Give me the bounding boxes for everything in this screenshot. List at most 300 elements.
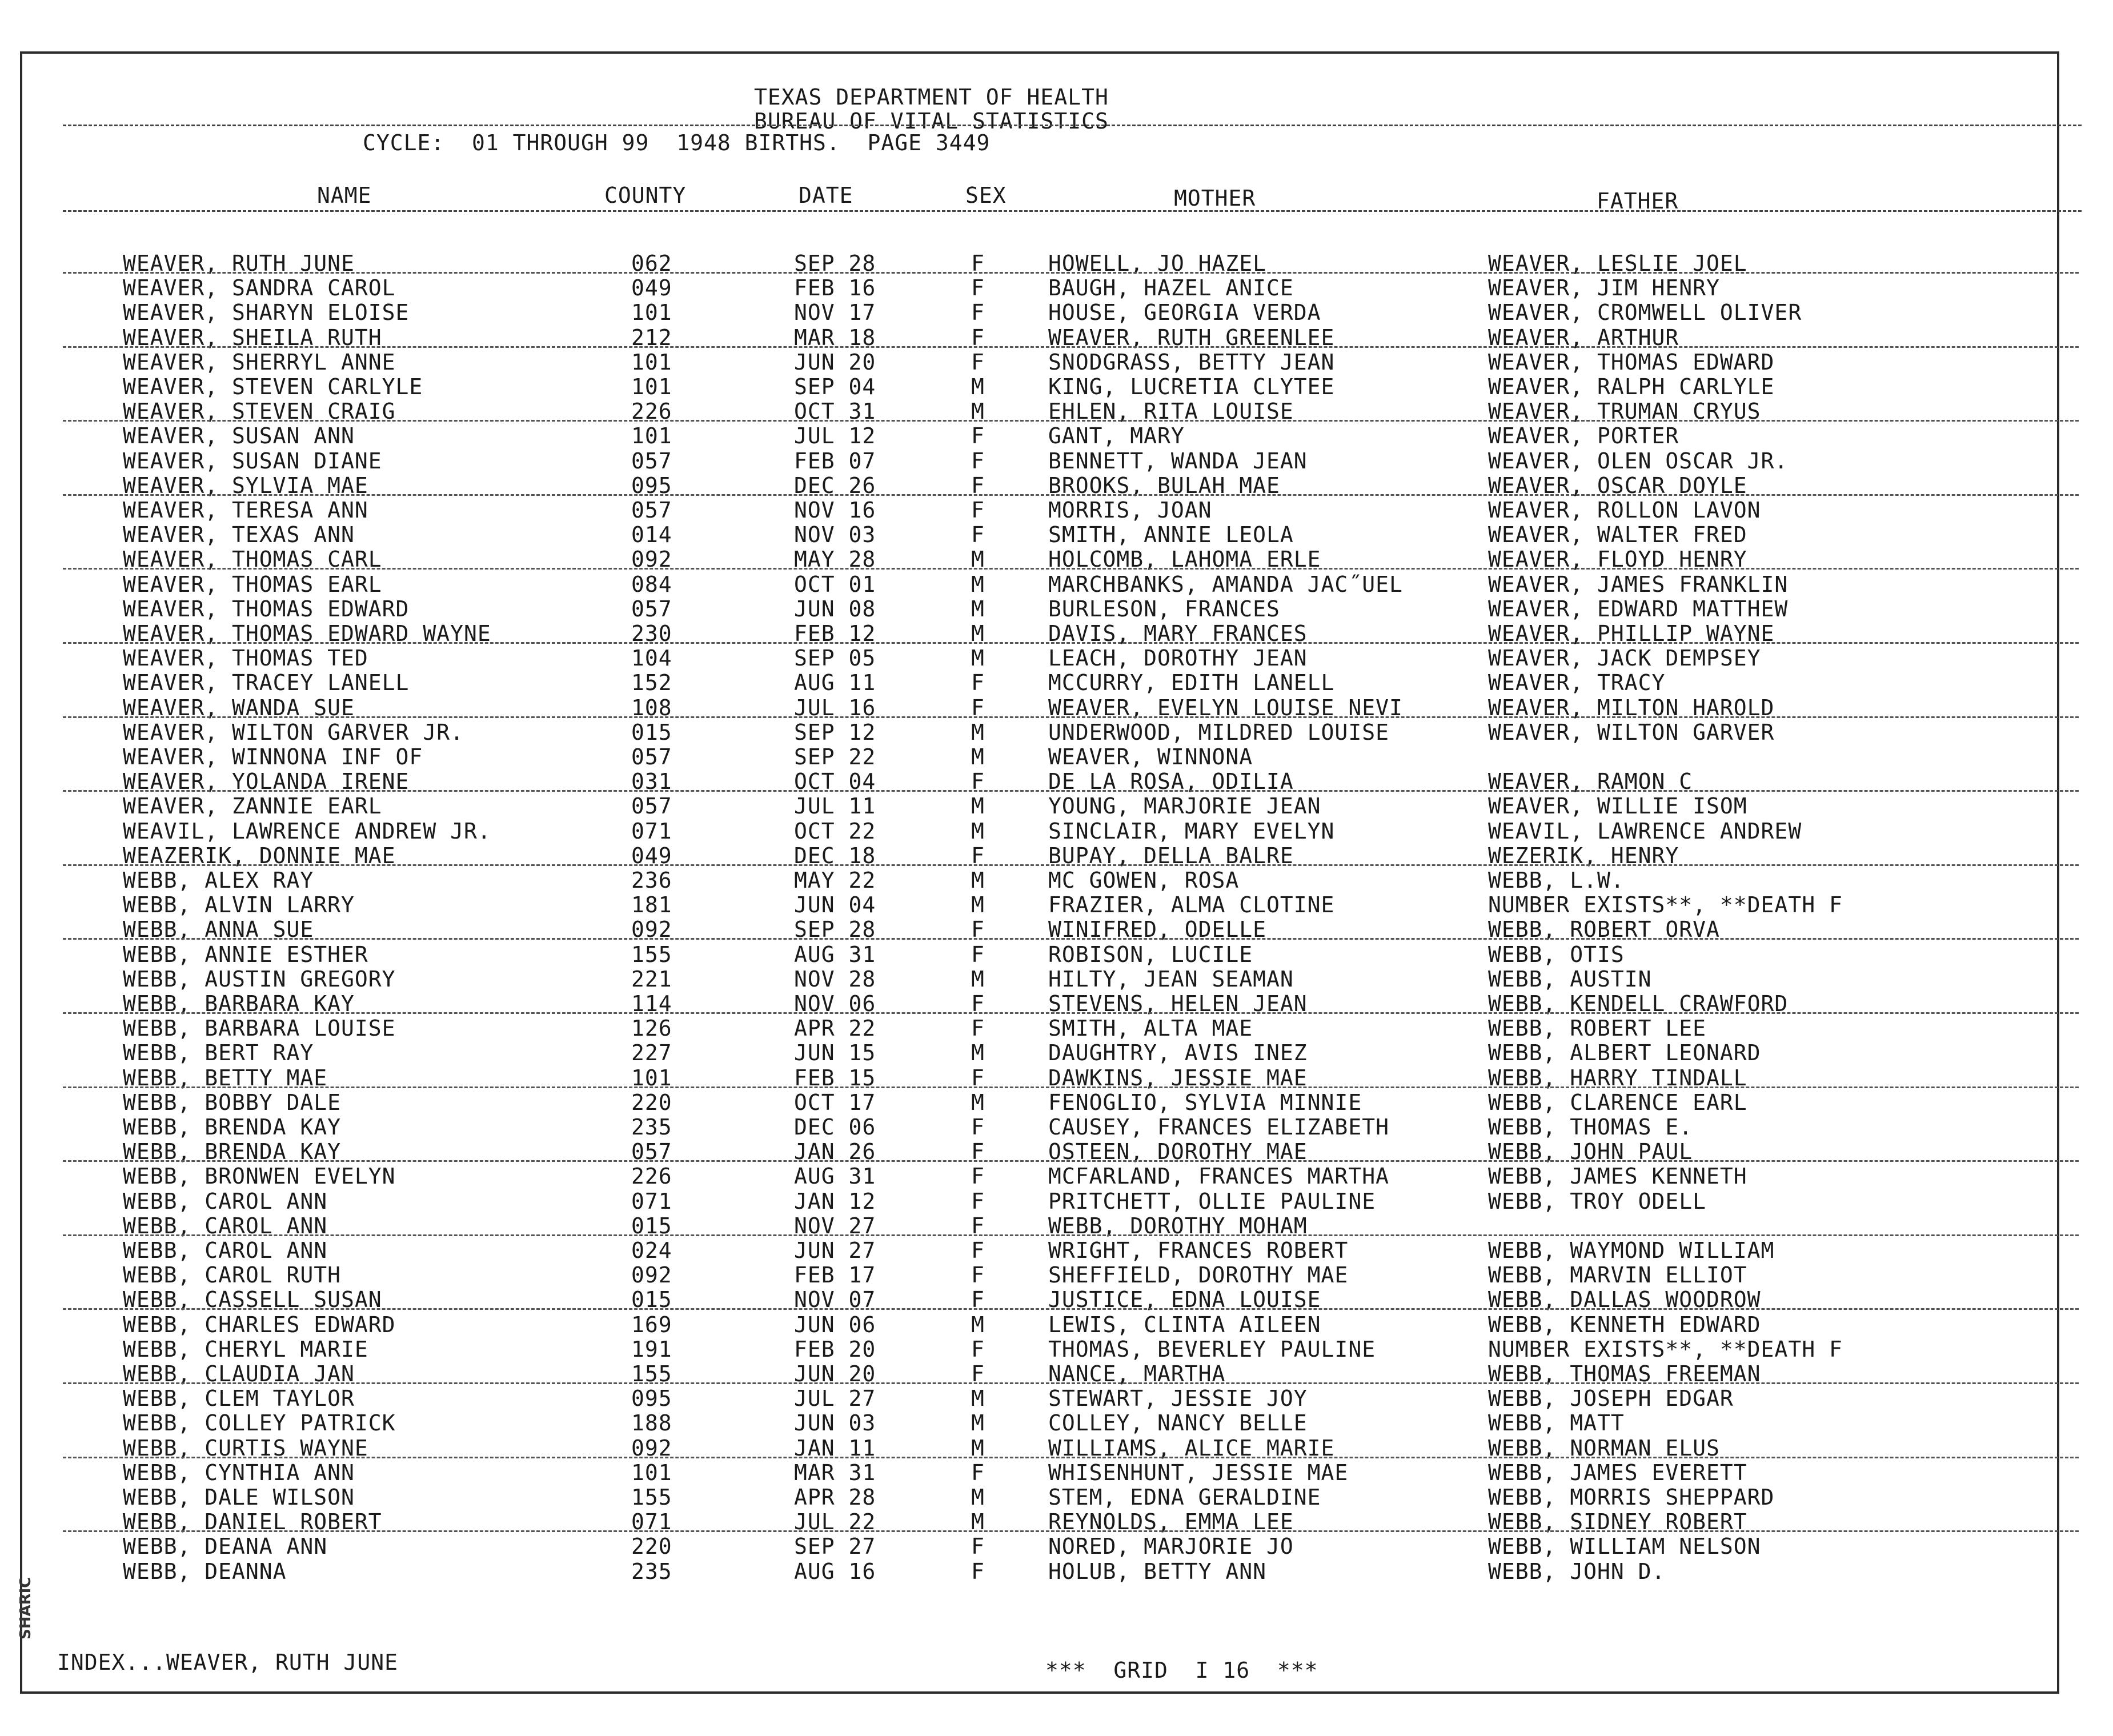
cell-name: WEBB, ALEX RAY xyxy=(123,868,314,893)
table-row xyxy=(0,399,2113,424)
table-row xyxy=(0,251,2113,276)
cell-date: JUL 27 xyxy=(794,1386,876,1412)
cell-father: WEBB, THOMAS FREEMAN xyxy=(1488,1361,1761,1386)
cell-father: WEBB, THOMAS E. xyxy=(1488,1114,1693,1140)
cell-county: 226 xyxy=(631,399,672,424)
table-row xyxy=(0,547,2113,572)
cell-county: 221 xyxy=(631,966,672,992)
cell-sex: F xyxy=(971,448,985,474)
cell-county: 049 xyxy=(631,275,672,301)
cell-mother: NORED, MARJORIE JO xyxy=(1048,1534,1294,1559)
cell-county: 155 xyxy=(631,1361,672,1386)
cell-county: 235 xyxy=(631,1114,672,1140)
cell-county: 236 xyxy=(631,868,672,893)
cell-date: JUN 15 xyxy=(794,1040,876,1066)
cell-father: WEBB, JOHN PAUL xyxy=(1488,1139,1693,1165)
cell-mother: HILTY, JEAN SEAMAN xyxy=(1048,966,1294,992)
cell-sex: F xyxy=(971,1114,985,1140)
table-row xyxy=(0,868,2113,893)
cell-name: WEAVER, THOMAS EARL xyxy=(123,571,382,597)
cell-father: WEBB, ROBERT LEE xyxy=(1488,1016,1707,1041)
cell-father: WEAVER, WILLIE ISOM xyxy=(1488,793,1747,819)
cell-county: 049 xyxy=(631,843,672,868)
cell-county: 095 xyxy=(631,1386,672,1412)
table-row xyxy=(0,449,2113,474)
cell-name: WEBB, CAROL RUTH xyxy=(123,1262,342,1288)
table-row xyxy=(0,572,2113,597)
cell-father: WEBB, MARVIN ELLIOT xyxy=(1488,1262,1747,1288)
cell-mother: LEWIS, CLINTA AILEEN xyxy=(1048,1312,1321,1337)
cell-mother: WHISENHUNT, JESSIE MAE xyxy=(1048,1460,1349,1485)
cell-father: WEAVER, CROMWELL OLIVER xyxy=(1488,300,1802,326)
table-row xyxy=(0,671,2113,695)
cell-county: 092 xyxy=(631,917,672,943)
table-row xyxy=(0,1436,2113,1461)
cell-date: JUN 06 xyxy=(794,1312,876,1337)
column-header-sex: SEX xyxy=(965,183,1007,208)
cell-sex: F xyxy=(971,1262,985,1288)
side-label: SHARIC xyxy=(17,1577,34,1639)
cell-name: WEAVER, SHERRYL ANNE xyxy=(123,349,396,375)
cell-date: MAR 18 xyxy=(794,324,876,350)
table-row xyxy=(0,523,2113,547)
table-row xyxy=(0,350,2113,375)
cell-sex: F xyxy=(971,275,985,301)
cell-county: 062 xyxy=(631,251,672,276)
cell-name: WEBB, CLAUDIA JAN xyxy=(123,1361,355,1386)
table-row xyxy=(0,326,2113,350)
cell-date: JUL 22 xyxy=(794,1509,876,1535)
cell-sex: F xyxy=(971,843,985,868)
cell-father: NUMBER EXISTS**, **DEATH F xyxy=(1488,1336,1843,1362)
cell-county: 220 xyxy=(631,1089,672,1115)
cell-name: WEAVER, TRACEY LANELL xyxy=(123,670,410,696)
cell-sex: F xyxy=(971,1287,985,1313)
cell-sex: M xyxy=(971,818,985,844)
table-row xyxy=(0,1510,2113,1534)
cell-father: WEAVER, MILTON HAROLD xyxy=(1488,695,1775,720)
cell-mother: STEM, EDNA GERALDINE xyxy=(1048,1485,1321,1510)
cell-date: MAY 28 xyxy=(794,547,876,572)
cell-date: NOV 27 xyxy=(794,1213,876,1238)
cell-county: 057 xyxy=(631,793,672,819)
cell-mother: SINCLAIR, MARY EVELYN xyxy=(1048,818,1335,844)
cell-sex: F xyxy=(971,522,985,548)
cell-mother: GANT, MARY xyxy=(1048,423,1185,449)
table-row xyxy=(0,1214,2113,1238)
cell-county: 071 xyxy=(631,818,672,844)
cell-name: WEBB, DANIEL ROBERT xyxy=(123,1509,382,1535)
cell-name: WEAVER, SANDRA CAROL xyxy=(123,275,396,301)
cell-county: 227 xyxy=(631,1040,672,1066)
cell-date: SEP 04 xyxy=(794,374,876,399)
table-row xyxy=(0,943,2113,967)
cell-name: WEAVER, WILTON GARVER JR. xyxy=(123,719,464,745)
cell-county: 126 xyxy=(631,1016,672,1041)
cell-county: 169 xyxy=(631,1312,672,1337)
cell-mother: BURLESON, FRANCES xyxy=(1048,596,1280,622)
cell-date: NOV 07 xyxy=(794,1287,876,1313)
cell-name: WEBB, BRENDA KAY xyxy=(123,1114,342,1140)
cell-mother: WEAVER, WINNONA xyxy=(1048,744,1253,769)
cell-father: WEBB, CLARENCE EARL xyxy=(1488,1089,1747,1115)
cell-mother: HOWELL, JO HAZEL xyxy=(1048,251,1267,276)
cell-name: WEBB, COLLEY PATRICK xyxy=(123,1410,396,1436)
table-row xyxy=(0,1534,2113,1559)
cell-name: WEBB, BRENDA KAY xyxy=(123,1139,342,1165)
cell-county: 071 xyxy=(631,1188,672,1214)
column-header-name: NAME xyxy=(317,183,372,208)
cell-date: OCT 17 xyxy=(794,1089,876,1115)
cell-sex: M xyxy=(971,793,985,819)
cell-mother: WEAVER, RUTH GREENLEE xyxy=(1048,324,1335,350)
cell-name: WEBB, CYNTHIA ANN xyxy=(123,1460,355,1485)
cell-mother: BROOKS, BULAH MAE xyxy=(1048,472,1280,498)
cell-sex: F xyxy=(971,769,985,795)
cell-sex: M xyxy=(971,1435,985,1461)
cell-mother: KING, LUCRETIA CLYTEE xyxy=(1048,374,1335,399)
cell-sex: F xyxy=(971,1139,985,1165)
cell-mother: MCCURRY, EDITH LANELL xyxy=(1048,670,1335,696)
cell-mother: DAWKINS, JESSIE MAE xyxy=(1048,1065,1308,1090)
cell-mother: WEBB, DOROTHY MOHAM xyxy=(1048,1213,1308,1238)
cell-mother: COLLEY, NANCY BELLE xyxy=(1048,1410,1308,1436)
cell-father: WEAVER, ARTHUR xyxy=(1488,324,1679,350)
cell-county: 108 xyxy=(631,695,672,720)
cell-name: WEAVER, THOMAS EDWARD WAYNE xyxy=(123,621,491,646)
cell-county: 191 xyxy=(631,1336,672,1362)
grid-footer: *** GRID I 16 *** xyxy=(1045,1658,1318,1683)
cell-sex: F xyxy=(971,1336,985,1362)
cell-name: WEBB, CHERYL MARIE xyxy=(123,1336,368,1362)
table-row xyxy=(0,1041,2113,1065)
cell-sex: F xyxy=(971,1213,985,1238)
index-footer: INDEX...WEAVER, RUTH JUNE xyxy=(57,1650,398,1675)
cell-mother: SMITH, ANNIE LEOLA xyxy=(1048,522,1294,548)
table-row xyxy=(0,967,2113,992)
cell-mother: LEACH, DOROTHY JEAN xyxy=(1048,646,1308,671)
cell-sex: M xyxy=(971,719,985,745)
cell-father: WEAVER, PHILLIP WAYNE xyxy=(1488,621,1775,646)
cell-father: WEBB, WAYMOND WILLIAM xyxy=(1488,1238,1775,1263)
cell-name: WEBB, DALE WILSON xyxy=(123,1485,355,1510)
cell-date: JUN 08 xyxy=(794,596,876,622)
cell-father: WEAVER, WALTER FRED xyxy=(1488,522,1747,548)
cell-name: WEBB, CAROL ANN xyxy=(123,1188,328,1214)
table-row xyxy=(0,696,2113,720)
table-row xyxy=(0,1559,2113,1584)
cell-name: WEBB, BERT RAY xyxy=(123,1040,314,1066)
cell-date: DEC 06 xyxy=(794,1114,876,1140)
cell-date: SEP 05 xyxy=(794,646,876,671)
cell-sex: M xyxy=(971,892,985,918)
cell-name: WEAZERIK, DONNIE MAE xyxy=(123,843,396,868)
table-row xyxy=(0,992,2113,1016)
column-header-date: DATE xyxy=(799,183,853,208)
cell-mother: MCFARLAND, FRANCES MARTHA xyxy=(1048,1164,1389,1189)
cell-father: WEAVER, RALPH CARLYLE xyxy=(1488,374,1775,399)
cell-father: WEBB, SIDNEY ROBERT xyxy=(1488,1509,1747,1535)
cell-mother: BAUGH, HAZEL ANICE xyxy=(1048,275,1294,301)
table-row xyxy=(0,1411,2113,1436)
cell-county: 181 xyxy=(631,892,672,918)
cell-mother: WEAVER, EVELYN LOUISE NEVI xyxy=(1048,695,1403,720)
cell-name: WEBB, CLEM TAYLOR xyxy=(123,1386,355,1412)
table-row xyxy=(0,1189,2113,1214)
cell-sex: F xyxy=(971,251,985,276)
cell-father: WEAVER, THOMAS EDWARD xyxy=(1488,349,1775,375)
table-row xyxy=(0,1485,2113,1510)
cell-mother: FENOGLIO, SYLVIA MINNIE xyxy=(1048,1089,1362,1115)
cell-name: WEBB, BRONWEN EVELYN xyxy=(123,1164,396,1189)
cell-father: WEBB, NORMAN ELUS xyxy=(1488,1435,1720,1461)
cell-county: 101 xyxy=(631,374,672,399)
cell-county: 057 xyxy=(631,744,672,769)
cell-sex: F xyxy=(971,472,985,498)
cell-father: WEBB, MATT xyxy=(1488,1410,1625,1436)
cell-mother: HOLUB, BETTY ANN xyxy=(1048,1558,1267,1584)
cell-father: WEBB, L.W. xyxy=(1488,868,1625,893)
cell-name: WEAVER, YOLANDA IRENE xyxy=(123,769,410,795)
cell-county: 031 xyxy=(631,769,672,795)
cell-father: WEAVER, TRACY xyxy=(1488,670,1666,696)
cell-county: 092 xyxy=(631,1435,672,1461)
cell-sex: M xyxy=(971,596,985,622)
cell-father: WEBB, OTIS xyxy=(1488,941,1625,967)
cell-sex: M xyxy=(971,744,985,769)
cell-county: 057 xyxy=(631,1139,672,1165)
cell-sex: F xyxy=(971,498,985,523)
cell-sex: F xyxy=(971,1460,985,1485)
cell-father: WEAVIL, LAWRENCE ANDREW xyxy=(1488,818,1802,844)
cell-sex: F xyxy=(971,1164,985,1189)
table-row xyxy=(0,1066,2113,1090)
cell-county: 155 xyxy=(631,941,672,967)
cell-father: WEAVER, LESLIE JOEL xyxy=(1488,251,1747,276)
header-rule xyxy=(63,125,2082,126)
cell-date: JAN 26 xyxy=(794,1139,876,1165)
cell-father: WEAVER, EDWARD MATTHEW xyxy=(1488,596,1789,622)
cell-father: WEAVER, JAMES FRANKLIN xyxy=(1488,571,1789,597)
cell-name: WEBB, CASSELL SUSAN xyxy=(123,1287,382,1313)
cell-mother: CAUSEY, FRANCES ELIZABETH xyxy=(1048,1114,1389,1140)
cell-mother: UNDERWOOD, MILDRED LOUISE xyxy=(1048,719,1389,745)
cell-mother: SNODGRASS, BETTY JEAN xyxy=(1048,349,1335,375)
cell-father: WEBB, HARRY TINDALL xyxy=(1488,1065,1747,1090)
cell-father: WEAVER, WILTON GARVER xyxy=(1488,719,1775,745)
cell-sex: M xyxy=(971,1509,985,1535)
cell-date: NOV 03 xyxy=(794,522,876,548)
cell-date: NOV 28 xyxy=(794,966,876,992)
cell-name: WEBB, ANNA SUE xyxy=(123,917,314,943)
cell-sex: M xyxy=(971,646,985,671)
cell-name: WEBB, DEANA ANN xyxy=(123,1534,328,1559)
table-row xyxy=(0,1337,2113,1362)
cell-name: WEBB, ANNIE ESTHER xyxy=(123,941,368,967)
cell-date: AUG 11 xyxy=(794,670,876,696)
table-row xyxy=(0,1090,2113,1115)
cell-date: DEC 26 xyxy=(794,472,876,498)
cell-father: WEBB, TROY ODELL xyxy=(1488,1188,1707,1214)
cell-county: 092 xyxy=(631,1262,672,1288)
table-row xyxy=(0,720,2113,745)
cell-mother: WINIFRED, ODELLE xyxy=(1048,917,1267,943)
cell-father: WEAVER, TRUMAN CRYUS xyxy=(1488,399,1761,424)
table-row xyxy=(0,893,2113,917)
table-row xyxy=(0,1362,2113,1386)
cell-sex: F xyxy=(971,670,985,696)
cell-date: APR 22 xyxy=(794,1016,876,1041)
cell-name: WEAVER, SHEILA RUTH xyxy=(123,324,382,350)
cell-date: JUN 03 xyxy=(794,1410,876,1436)
cell-mother: HOLCOMB, LAHOMA ERLE xyxy=(1048,547,1321,572)
cell-sex: F xyxy=(971,941,985,967)
table-row xyxy=(0,375,2113,399)
cell-sex: M xyxy=(971,868,985,893)
table-row xyxy=(0,1140,2113,1164)
cell-name: WEAVER, THOMAS EDWARD xyxy=(123,596,410,622)
table-row xyxy=(0,1115,2113,1140)
cell-county: 230 xyxy=(631,621,672,646)
cell-father: WEBB, ALBERT LEONARD xyxy=(1488,1040,1761,1066)
cell-name: WEAVER, RUTH JUNE xyxy=(123,251,355,276)
cell-mother: EHLEN, RITA LOUISE xyxy=(1048,399,1294,424)
cell-mother: JUSTICE, EDNA LOUISE xyxy=(1048,1287,1321,1313)
cell-mother: REYNOLDS, EMMA LEE xyxy=(1048,1509,1294,1535)
table-row xyxy=(0,917,2113,942)
cell-county: 092 xyxy=(631,547,672,572)
cell-sex: M xyxy=(971,1410,985,1436)
cell-name: WEAVIL, LAWRENCE ANDREW JR. xyxy=(123,818,491,844)
cell-date: OCT 04 xyxy=(794,769,876,795)
table-row xyxy=(0,1386,2113,1411)
cell-mother: PRITCHETT, OLLIE PAULINE xyxy=(1048,1188,1376,1214)
cell-mother: DAVIS, MARY FRANCES xyxy=(1048,621,1308,646)
cell-mother: NANCE, MARTHA xyxy=(1048,1361,1226,1386)
cell-name: WEAVER, SHARYN ELOISE xyxy=(123,300,410,326)
cell-sex: F xyxy=(971,917,985,943)
table-row xyxy=(0,844,2113,868)
cell-name: WEAVER, TERESA ANN xyxy=(123,498,368,523)
table-row xyxy=(0,1016,2113,1041)
column-header-county: COUNTY xyxy=(604,183,687,208)
table-row xyxy=(0,1313,2113,1337)
table-row xyxy=(0,276,2113,300)
cycle-line: CYCLE: 01 THROUGH 99 1948 BIRTHS. PAGE 3449 xyxy=(363,130,991,155)
cell-date: JUL 16 xyxy=(794,695,876,720)
cell-name: WEAVER, THOMAS TED xyxy=(123,646,368,671)
cell-father: WEBB, JOHN D. xyxy=(1488,1558,1666,1584)
cell-date: FEB 20 xyxy=(794,1336,876,1362)
cell-county: 155 xyxy=(631,1485,672,1510)
cell-name: WEBB, BARBARA LOUISE xyxy=(123,1016,396,1041)
cell-county: 226 xyxy=(631,1164,672,1189)
cell-county: 212 xyxy=(631,324,672,350)
column-header-rule xyxy=(63,210,2082,212)
cell-sex: F xyxy=(971,349,985,375)
cell-name: WEBB, CHARLES EDWARD xyxy=(123,1312,396,1337)
cell-mother: SMITH, ALTA MAE xyxy=(1048,1016,1253,1041)
cell-father: WEAVER, OLEN OSCAR JR. xyxy=(1488,448,1789,474)
cell-county: 057 xyxy=(631,498,672,523)
cell-mother: MORRIS, JOAN xyxy=(1048,498,1212,523)
cell-date: APR 28 xyxy=(794,1485,876,1510)
cell-mother: HOUSE, GEORGIA VERDA xyxy=(1048,300,1321,326)
table-row xyxy=(0,424,2113,448)
cell-date: JUN 27 xyxy=(794,1238,876,1263)
cell-county: 024 xyxy=(631,1238,672,1263)
cell-sex: M xyxy=(971,966,985,992)
cell-mother: THOMAS, BEVERLEY PAULINE xyxy=(1048,1336,1376,1362)
cell-mother: ROBISON, LUCILE xyxy=(1048,941,1253,967)
cell-county: 101 xyxy=(631,1460,672,1485)
table-row xyxy=(0,1461,2113,1485)
cell-name: WEBB, BETTY MAE xyxy=(123,1065,328,1090)
cell-mother: FRAZIER, ALMA CLOTINE xyxy=(1048,892,1335,918)
cell-date: DEC 18 xyxy=(794,843,876,868)
table-row xyxy=(0,300,2113,325)
cell-father: WEBB, KENNETH EDWARD xyxy=(1488,1312,1761,1337)
column-header-father: FATHER xyxy=(1597,189,1679,214)
cell-date: JAN 11 xyxy=(794,1435,876,1461)
cell-mother: STEWART, JESSIE JOY xyxy=(1048,1386,1308,1412)
cell-name: WEBB, CAROL ANN xyxy=(123,1213,328,1238)
cell-county: 188 xyxy=(631,1410,672,1436)
cell-mother: MC GOWEN, ROSA xyxy=(1048,868,1240,893)
cell-date: NOV 17 xyxy=(794,300,876,326)
cell-name: WEBB, AUSTIN GREGORY xyxy=(123,966,396,992)
cell-name: WEAVER, ZANNIE EARL xyxy=(123,793,382,819)
cell-sex: F xyxy=(971,300,985,326)
cell-date: MAY 22 xyxy=(794,868,876,893)
cell-mother: MARCHBANKS, AMANDA JAC˝UEL xyxy=(1048,571,1403,597)
cell-date: JUN 04 xyxy=(794,892,876,918)
cell-father: WEBB, JAMES KENNETH xyxy=(1488,1164,1747,1189)
cell-father: WEAVER, JIM HENRY xyxy=(1488,275,1720,301)
cell-county: 057 xyxy=(631,448,672,474)
cell-father: WEBB, JAMES EVERETT xyxy=(1488,1460,1747,1485)
department-title: TEXAS DEPARTMENT OF HEALTH xyxy=(754,85,1109,110)
cell-sex: F xyxy=(971,324,985,350)
cell-name: WEBB, CURTIS WAYNE xyxy=(123,1435,368,1461)
cell-county: 095 xyxy=(631,472,672,498)
cell-date: NOV 16 xyxy=(794,498,876,523)
cell-name: WEAVER, TEXAS ANN xyxy=(123,522,355,548)
cell-sex: F xyxy=(971,991,985,1016)
cell-county: 114 xyxy=(631,991,672,1016)
cell-date: SEP 28 xyxy=(794,251,876,276)
table-row xyxy=(0,646,2113,671)
cell-date: SEP 22 xyxy=(794,744,876,769)
cell-county: 014 xyxy=(631,522,672,548)
cell-sex: M xyxy=(971,571,985,597)
cell-father: WEBB, DALLAS WOODROW xyxy=(1488,1287,1761,1313)
cell-mother: WILLIAMS, ALICE MARIE xyxy=(1048,1435,1335,1461)
cell-father: WEAVER, ROLLON LAVON xyxy=(1488,498,1761,523)
cell-county: 015 xyxy=(631,1213,672,1238)
cell-date: AUG 31 xyxy=(794,1164,876,1189)
cell-mother: DAUGHTRY, AVIS INEZ xyxy=(1048,1040,1308,1066)
bureau-title: BUREAU OF VITAL STATISTICS xyxy=(754,109,1109,134)
cell-name: WEAVER, WANDA SUE xyxy=(123,695,355,720)
cell-date: JUN 20 xyxy=(794,1361,876,1386)
cell-sex: M xyxy=(971,1386,985,1412)
cell-name: WEBB, BOBBY DALE xyxy=(123,1089,342,1115)
cell-sex: M xyxy=(971,621,985,646)
cell-father: WEBB, AUSTIN xyxy=(1488,966,1652,992)
cell-date: AUG 16 xyxy=(794,1558,876,1584)
table-row xyxy=(0,1288,2113,1312)
